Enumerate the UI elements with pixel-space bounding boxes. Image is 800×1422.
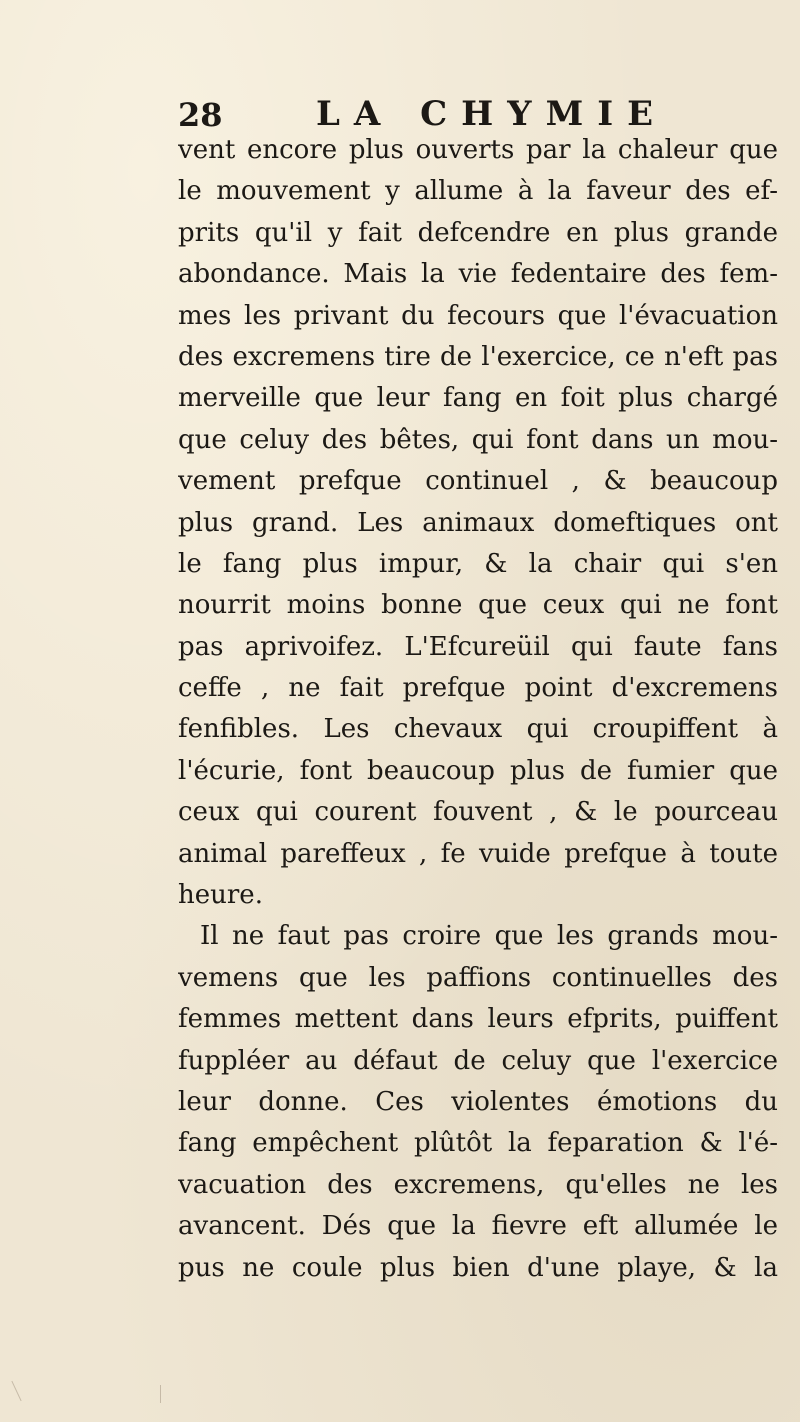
text-line: ceffe , ne fait prefque point d'excremens xyxy=(178,673,778,704)
text-line: pas aprivoifez. L'Efcureüil qui faute fans xyxy=(178,631,778,662)
text-line: femmes mettent dans leurs efprits, puiffent xyxy=(178,1004,778,1035)
text-line: des excremens tire de l'exercice, ce n'eft pas xyxy=(178,341,778,372)
text-line: vent encore plus ouverts par la chaleur que xyxy=(178,135,778,165)
text-line: nourrit moins bonne que ceux qui ne font xyxy=(178,590,778,621)
text-line: animal pareffeux , fe vuide prefque à toute xyxy=(178,838,778,869)
text-line: ceux qui courent fouvent , & le pourceau xyxy=(178,797,778,828)
text-line: l'écurie, font beaucoup plus de fumier que xyxy=(178,755,778,786)
text-line: vacuation des excremens, qu'elles ne les xyxy=(178,1169,778,1200)
page-number: 28 xyxy=(178,96,223,134)
text-line: fenfibles. Les chevaux qui croupiffent à xyxy=(178,714,778,745)
text-line: plus grand. Les animaux domeftiques ont xyxy=(178,507,778,538)
paper-mark xyxy=(11,1381,21,1401)
text-line: mes les privant du fecours que l'évacuation xyxy=(178,300,778,331)
text-line: vement prefque continuel , & beaucoup xyxy=(178,466,778,497)
text-line: fuppléer au défaut de celuy que l'exercice xyxy=(178,1045,778,1076)
text-line: vemens que les paffions continuelles des xyxy=(178,962,778,993)
text-line: merveille que leur fang en foit plus chargé xyxy=(178,383,778,414)
running-title: LA CHYMIE xyxy=(316,94,668,134)
text-line: abondance. Mais la vie fedentaire des fem- xyxy=(178,259,778,290)
text-line: prits qu'il y fait defcendre en plus grande xyxy=(178,217,778,248)
paper-mark xyxy=(160,1385,161,1403)
text-line: heure. xyxy=(178,880,263,911)
text-line: le mouvement y allume à la faveur des ef- xyxy=(178,176,778,207)
text-line: Il ne faut pas croire que les grands mou- xyxy=(200,921,778,952)
text-line: pus ne coule plus bien d'une playe, & la xyxy=(178,1252,778,1283)
text-line: avancent. Dés que la fievre eft allumée le xyxy=(178,1211,778,1242)
text-line: le fang plus impur, & la chair qui s'en xyxy=(178,548,778,579)
text-line: que celuy des bêtes, qui font dans un mou- xyxy=(178,424,778,455)
body-text xyxy=(178,130,778,1289)
text-line: fang empêchent plûtôt la feparation & l'é- xyxy=(178,1128,778,1159)
text-line: leur donne. Ces violentes émotions du xyxy=(178,1086,778,1117)
